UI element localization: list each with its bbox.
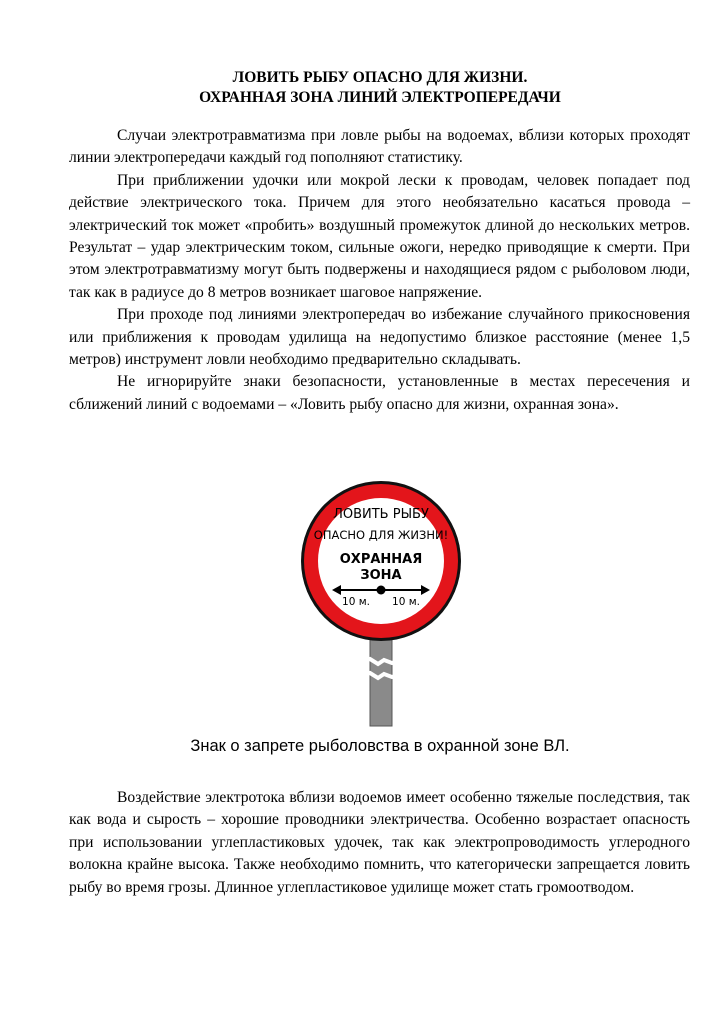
arrow-center-dot [377, 586, 386, 595]
intro-paragraphs [69, 125, 690, 416]
post-break-mark-bottom [364, 673, 398, 678]
sign-text-line-4: ЗОНА [360, 568, 402, 583]
sign-left-distance: 10 м. [342, 596, 370, 608]
paragraph: Не игнорируйте знаки безопасности, установленные в местах пересечения и сближений линий с водоемами – «Ловить рыбу опасно для жизни, охранная зона». [69, 373, 690, 413]
sign-text-line-1: ЛОВИТЬ РЫБУ [333, 507, 429, 522]
sign-text-line-2: ОПАСНО ДЛЯ ЖИЗНИ! [313, 528, 449, 542]
sign-caption: Знак о запрете рыболовства в охранной зоне ВЛ. [190, 737, 570, 755]
paragraph: Воздействие электротока вблизи водоемов имеет особенно тяжелые последствия, так как вода и сырость – хорошие проводники электричества. Особенно возрастает опасность при использовании углепластиковых удочек, так как электропроводимость углеродного волокна крайне высока. Также необходимо помнить, что категорически запрещается ловить рыбу во время грозы. Длинное углепластиковое удилище может стать громоотводом. [69, 789, 690, 896]
paragraph: Случаи электротравматизма при ловле рыбы на водоемах, вблизи которых проходят линии электропередачи каждый год пополняют статистику. [69, 127, 690, 167]
document-title [70, 68, 690, 108]
post-break-mark-top [364, 659, 398, 664]
closing-paragraphs [69, 787, 690, 899]
paragraph: При проходе под линиями электропередач во избежание случайного прикосновения или приближения к проводам удилища на недопустимо близкое расстояние (менее 1,5 метров) инструмент ловли необходимо предварительно складывать. [69, 306, 690, 369]
sign-post [370, 631, 392, 726]
paragraph: При приближении удочки или мокрой лески к проводам, человек попадает под действие электрического тока. Причем для этого необязательно касаться провода – электрический ток может «пробить» воздушный промежуток длиной до нескольких метров. Результат – удар электрическим током, сильные ожоги, нередко приводящие к смерти. При этом электротравматизму могут быть подвержены и находящиеся рядом с рыболовом люди, так как в радиусе до 8 метров возникает шаговое напряжение. [69, 171, 690, 301]
sign-right-distance: 10 м. [392, 596, 420, 608]
title-line-1: ЛОВИТЬ РЫБУ ОПАСНО ДЛЯ ЖИЗНИ. [232, 69, 528, 86]
sign-text-line-3: ОХРАННАЯ [339, 552, 423, 567]
fishing-prohibited-sign-illustration [296, 479, 466, 727]
title-line-2: ОХРАННАЯ ЗОНА ЛИНИЙ ЭЛЕКТРОПЕРЕДАЧИ [199, 89, 561, 106]
